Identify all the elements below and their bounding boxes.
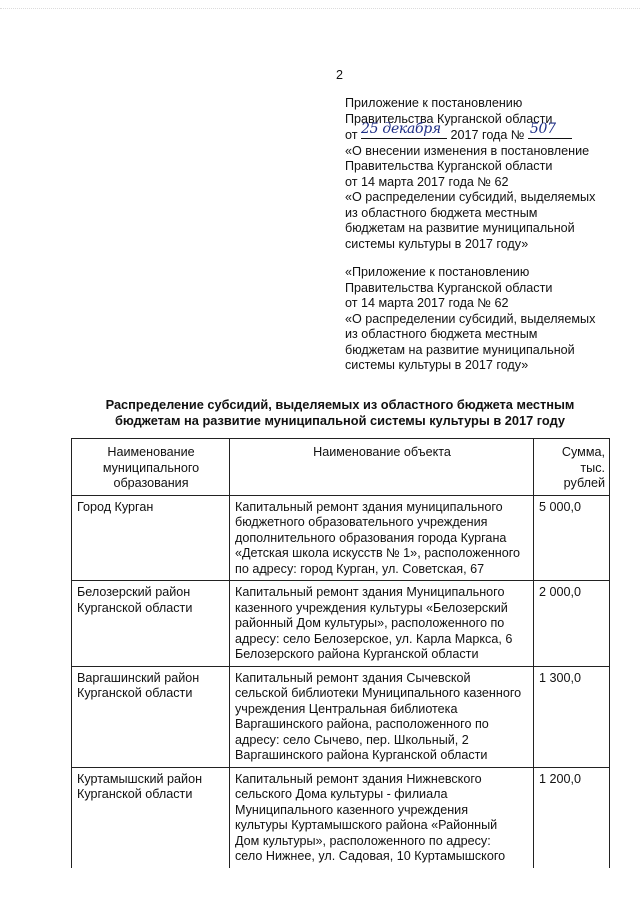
appendix-quoted-line: «Приложение к постановлению [345, 265, 530, 279]
cell-municipality: Город Курган [72, 495, 230, 581]
cell-sum: 1 300,0 [534, 666, 610, 767]
table-row [72, 767, 610, 868]
appendix-date-line [345, 121, 620, 144]
date-prefix: от [345, 128, 358, 142]
handwritten-date: 25 декабря [361, 121, 441, 137]
appendix-line: от 14 марта 2017 года № 62 [345, 174, 509, 189]
table-row [72, 495, 610, 581]
subsidy-table [71, 438, 610, 868]
appendix-line: из областного бюджета местным [345, 205, 538, 220]
cell-object: Капитальный ремонт здания Сычевской сельской библиотеки Муниципального казенного учреждения Центральная библиотека Варгашинского района, расположенного по адресу: село Сычево, пер. Школьный, 2 Варгашинского района Курганской области [230, 666, 534, 767]
appendix-quoted-line: от 14 марта 2017 года № 62 [345, 296, 509, 310]
appendix-line: системы культуры в 2017 году» [345, 236, 529, 251]
cell-sum: 1 200,0 [534, 767, 610, 868]
table-header-row [72, 439, 610, 496]
appendix-header [345, 96, 620, 252]
cell-sum: 2 000,0 [534, 581, 610, 667]
appendix-quoted-line: бюджетам на развитие муниципальной [345, 342, 575, 357]
appendix-quoted-line: из областного бюджета местным [345, 327, 538, 341]
appendix-quoted-line: Правительства Курганской области [345, 280, 553, 295]
appendix-line: «О распределении субсидий, выделяемых [345, 190, 596, 204]
cell-object: Капитальный ремонт здания муниципального бюджетного образовательного учреждения дополнительного образования города Кургана «Детская школа искусств № 1», расположенного по адресу: город Курган, ул. Советская, 67 [230, 495, 534, 581]
document-title [70, 397, 610, 429]
appendix-quoted [345, 265, 620, 374]
cell-municipality: Белозерский район Курганской области [72, 581, 230, 667]
table-row [72, 666, 610, 767]
header-object: Наименование объекта [230, 439, 534, 496]
cell-municipality: Варгашинский район Курганской области [72, 666, 230, 767]
handwritten-number: 507 [529, 121, 556, 137]
date-field [361, 121, 447, 144]
appendix-line: Правительства Курганской области [345, 111, 553, 126]
appendix-line: «О внесении изменения в постановление [345, 143, 590, 158]
date-mid: 2017 года № [450, 128, 525, 142]
title-line: Распределение субсидий, выделяемых из областного бюджета местным [105, 397, 575, 412]
header-sum: Сумма, тыс. рублей [534, 439, 610, 496]
title-line: бюджетам на развитие муниципальной системы культуры в 2017 году [115, 413, 565, 428]
appendix-quoted-line: системы культуры в 2017 году» [345, 358, 529, 372]
appendix-line: Приложение к постановлению [345, 96, 523, 110]
page-number: 2 [336, 68, 344, 82]
cell-object: Капитальный ремонт здания Нижневского сельского Дома культуры - филиала Муниципального казенного учреждения культуры Куртамышского района «Районный Дом культуры», расположенного по адресу: село Нижнее, ул. Садовая, 10 Куртамышского [230, 767, 534, 868]
cell-sum: 5 000,0 [534, 495, 610, 581]
cell-municipality: Куртамышский район Курганской области [72, 767, 230, 868]
appendix-line: бюджетам на развитие муниципальной [345, 221, 575, 235]
scan-artifact [0, 8, 640, 11]
cell-object: Капитальный ремонт здания Муниципального казенного учреждения культуры «Белозерский районный Дом культуры», расположенного по адресу: село Белозерское, ул. Карла Маркса, 6 Белозерского района Курганской области [230, 581, 534, 667]
appendix-quoted-line: «О распределении субсидий, выделяемых [345, 311, 596, 326]
number-field [528, 121, 572, 144]
header-municipality: Наименование муниципального образования [72, 439, 230, 496]
table-row [72, 581, 610, 667]
appendix-line: Правительства Курганской области [345, 159, 553, 173]
